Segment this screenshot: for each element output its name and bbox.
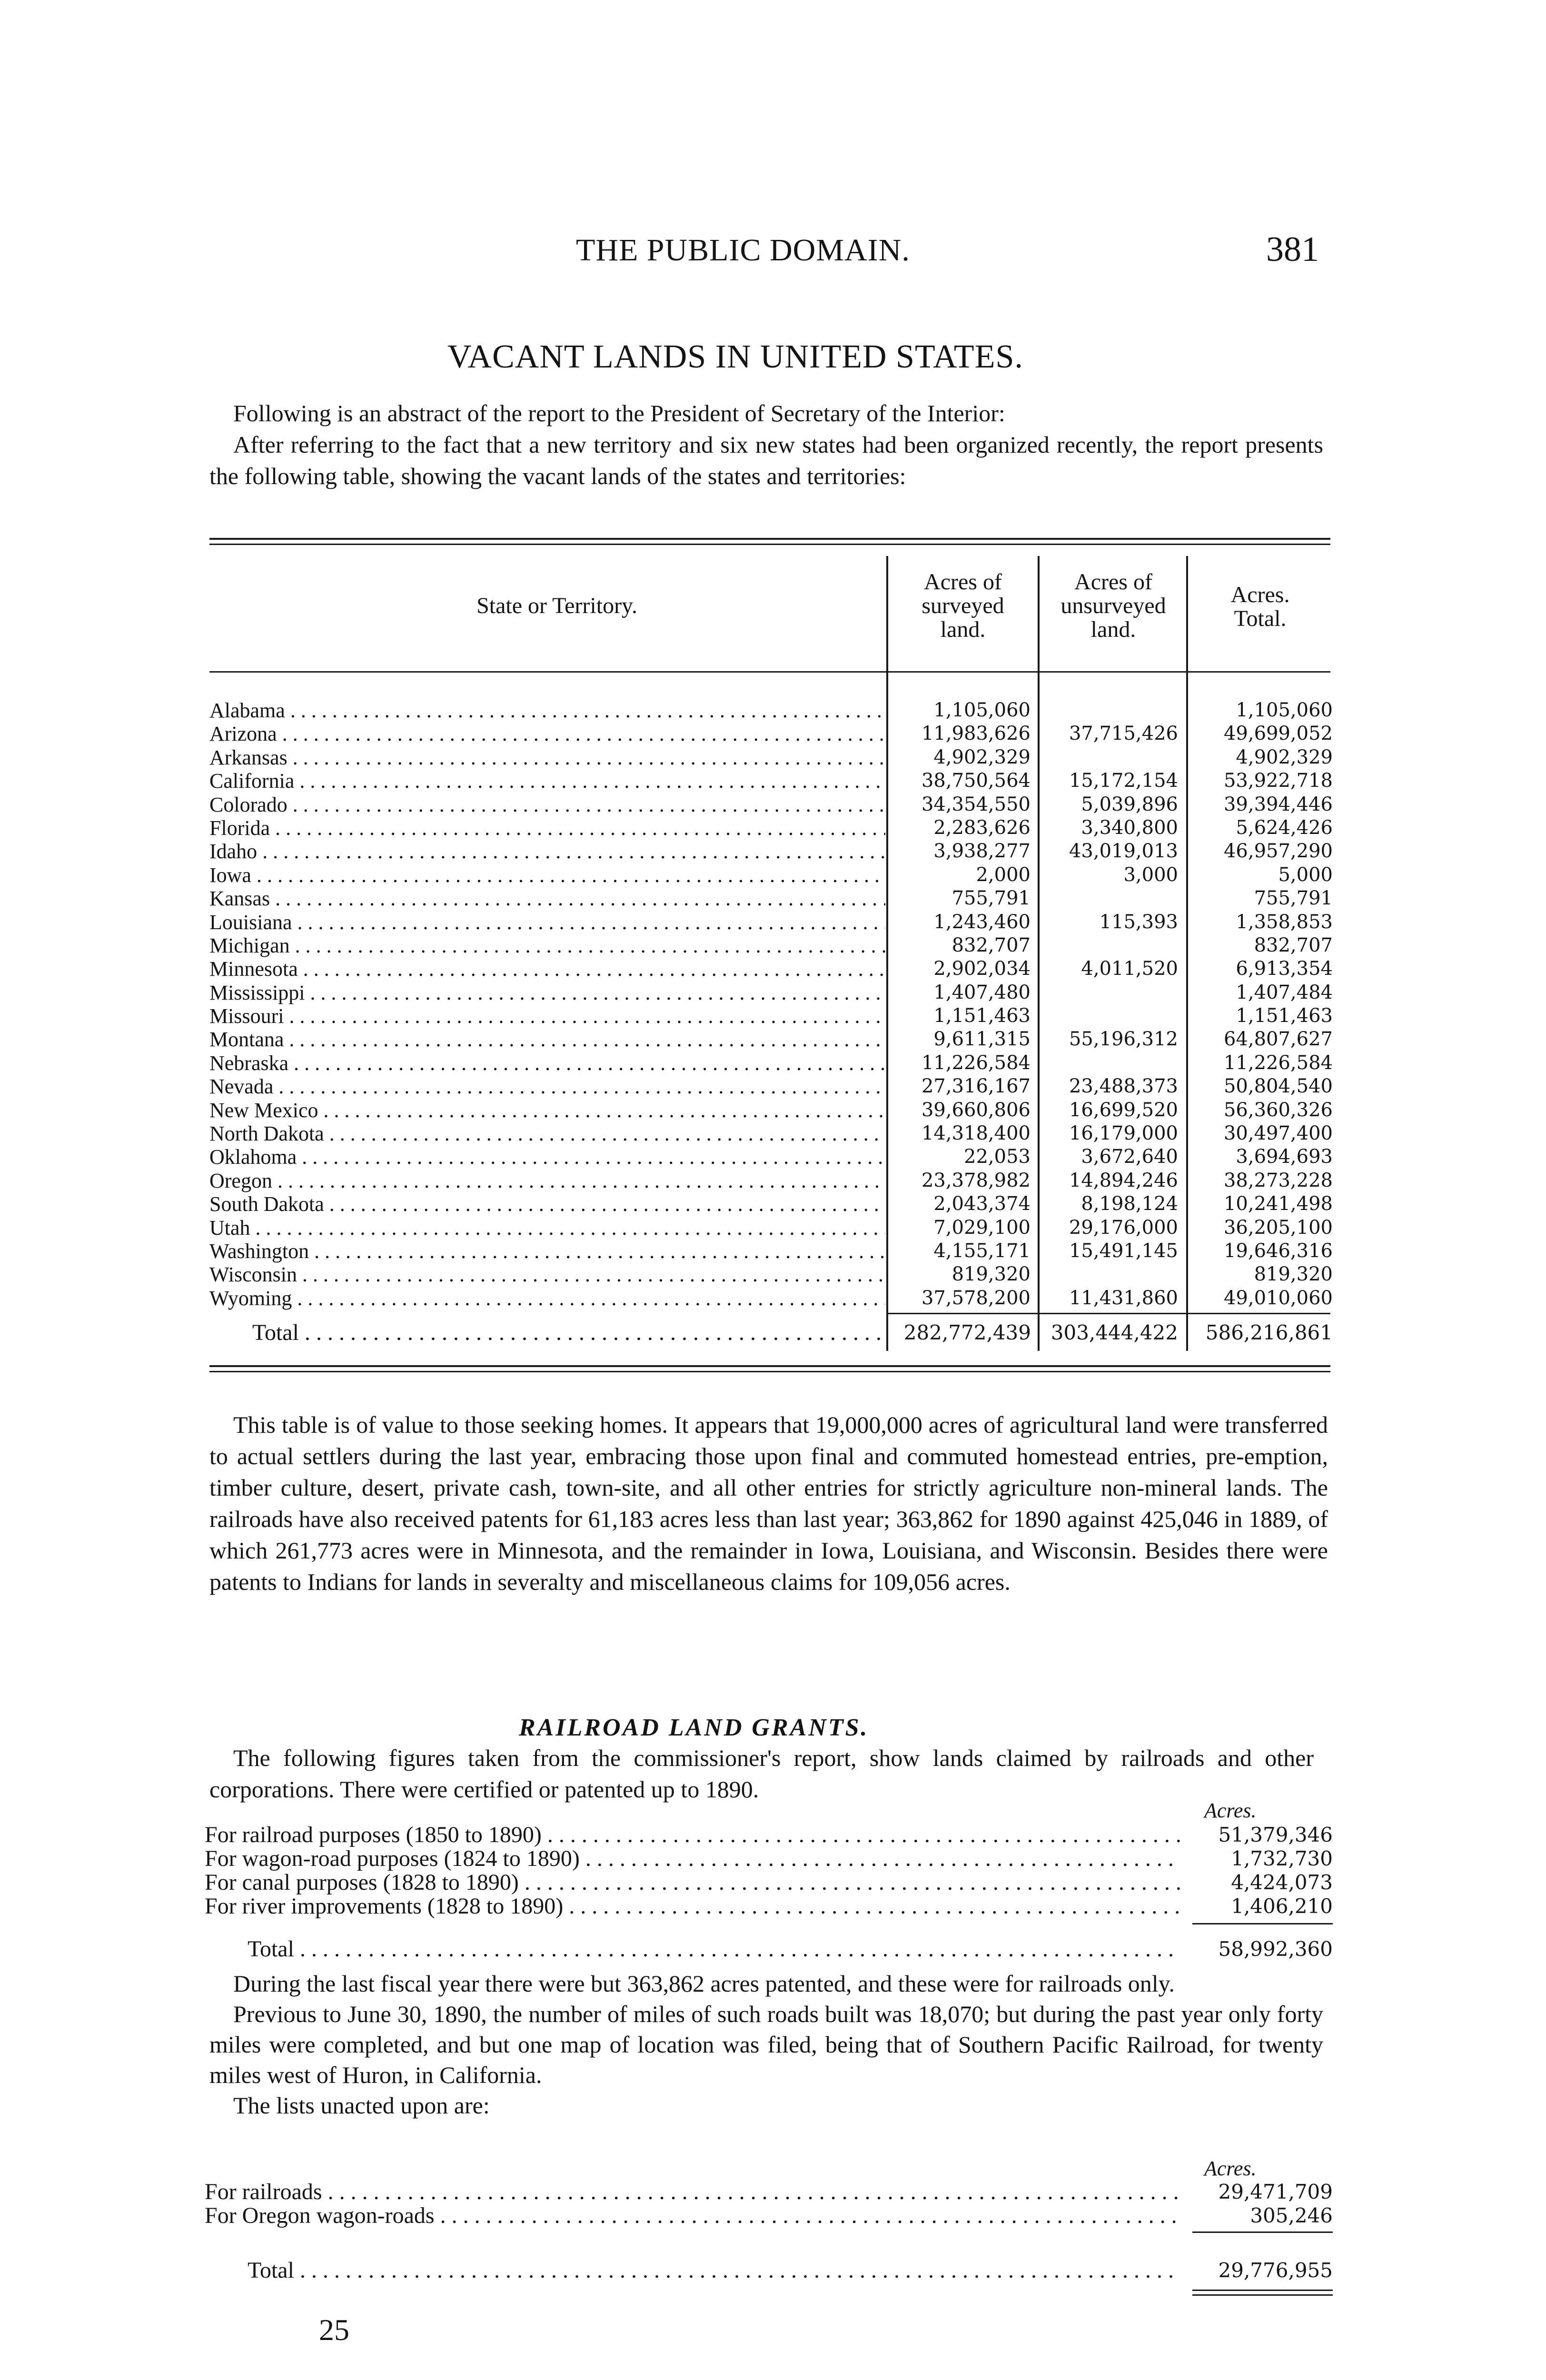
state-name: Arkansas . . . (209, 746, 885, 769)
state-name: New Mexico . . . (209, 1099, 885, 1122)
list-item (205, 2259, 1333, 2282)
table-row (209, 1028, 1333, 1051)
unsurveyed-value: 115,393 (1099, 911, 1178, 933)
total-value: 1,105,060 (1236, 699, 1333, 721)
surveyed-value: 11,983,626 (921, 723, 1031, 745)
state-name: Washington . . . (209, 1240, 885, 1263)
grants-total (205, 1937, 1333, 1961)
table-row (209, 793, 1333, 816)
total-value: 1,151,463 (1236, 1005, 1333, 1027)
surveyed-value: 4,155,171 (933, 1240, 1031, 1262)
total-value: 832,707 (1254, 934, 1333, 956)
list-item (205, 1894, 1333, 1918)
state-name: Michigan . . . (209, 934, 885, 957)
table-row (209, 769, 1333, 793)
surveyed-value: 1,151,463 (933, 1005, 1031, 1027)
unsurveyed-value: 16,699,520 (1069, 1099, 1178, 1121)
unsurveyed-value: 43,019,013 (1069, 840, 1178, 863)
final-double-rule (1192, 2290, 1333, 2291)
state-name: Montana . . . (209, 1028, 885, 1051)
table-top-rule (209, 538, 1330, 540)
table-row (209, 1169, 1333, 1192)
total-label: Total . . . (252, 1319, 885, 1347)
grant-label: For canal purposes (1828 to 1890) . . . (205, 1871, 1180, 1894)
total-value: 1,358,853 (1236, 911, 1333, 933)
header-surveyed-line: Acres of (924, 569, 1002, 595)
total-unsurveyed: 303,444,422 (1050, 1321, 1178, 1344)
unacted-value: 29,471,709 (1218, 2180, 1333, 2203)
surveyed-value: 34,354,550 (921, 793, 1031, 815)
table-row (209, 1192, 1333, 1216)
analysis-paragraph (209, 1409, 1328, 1597)
railroad-paragraphs (209, 1968, 1323, 2121)
total-value: 30,497,400 (1223, 1122, 1333, 1145)
unacted-total (205, 2259, 1333, 2282)
total-value: 39,394,446 (1223, 793, 1333, 815)
surveyed-value: 37,578,200 (921, 1287, 1031, 1309)
grants-total-label: Total . . . (248, 1937, 1180, 1961)
state-name: Oklahoma . . . (209, 1145, 885, 1169)
table-row (209, 816, 1333, 840)
state-name: Nevada . . . (209, 1075, 885, 1098)
header-bottom-rule (209, 671, 1330, 673)
state-name: Missouri . . . (209, 1004, 885, 1028)
header-total (1190, 583, 1330, 631)
state-name: North Dakota . . . (209, 1122, 885, 1145)
surveyed-value: 38,750,564 (921, 770, 1031, 792)
state-name: Florida . . . (209, 816, 885, 840)
list-item (205, 1937, 1333, 1961)
total-value: 19,646,316 (1223, 1240, 1333, 1262)
railroad-para-2: Previous to June 30, 1890, the number of miles of such roads built was 18,070; but during the past year only forty miles were completed, and but one map of location was filed, being that of Southern Pacific Railroad, for twenty miles west of Huron, in California. (209, 2001, 1323, 2088)
total-surveyed: 282,772,439 (903, 1321, 1031, 1344)
table-row (209, 699, 1333, 722)
running-title: THE PUBLIC DOMAIN. (576, 233, 910, 268)
state-name: Colorado . . . (209, 793, 885, 816)
list-item (205, 1847, 1333, 1871)
total-value: 49,699,052 (1223, 723, 1333, 745)
table-row (209, 722, 1333, 746)
grant-value: 1,732,730 (1231, 1847, 1333, 1870)
grants-total-rule (1192, 1923, 1333, 1924)
table-row (209, 910, 1333, 934)
state-name: Kansas . . . (209, 887, 885, 910)
total-value: 56,360,326 (1223, 1099, 1333, 1121)
surveyed-value: 819,320 (951, 1263, 1031, 1286)
signature-mark: 25 (319, 2313, 349, 2347)
state-name: Utah . . . (209, 1216, 885, 1240)
surveyed-value: 755,791 (951, 887, 1031, 910)
state-name: Minnesota . . . (209, 957, 885, 981)
unsurveyed-value: 16,179,000 (1069, 1122, 1178, 1145)
surveyed-value: 7,029,100 (933, 1216, 1031, 1239)
railroad-intro-text: The following figures taken from the commissioner's report, show lands claimed by railroads and other corporations. There were certified or patented up to 1890. (209, 1745, 1314, 1803)
surveyed-value: 39,660,806 (921, 1099, 1031, 1121)
list-item (205, 2180, 1333, 2204)
table-row (209, 957, 1333, 981)
acres-column-label-2: Acres. (1204, 2157, 1257, 2180)
unsurveyed-value: 4,011,520 (1081, 958, 1178, 980)
total-value: 11,226,584 (1223, 1051, 1333, 1074)
header-state: State or Territory. (476, 593, 637, 618)
surveyed-value: 2,902,034 (933, 958, 1031, 980)
grant-value: 1,406,210 (1231, 1894, 1333, 1918)
total-value: 5,000 (1278, 863, 1333, 886)
list-item (205, 1823, 1333, 1847)
table-row (209, 1075, 1333, 1099)
list-item (205, 1871, 1333, 1894)
surveyed-value: 14,318,400 (921, 1122, 1031, 1145)
table-row (209, 1004, 1333, 1028)
article-title: VACANT LANDS IN UNITED STATES. (447, 338, 1023, 375)
surveyed-value: 1,105,060 (933, 699, 1031, 721)
railroad-intro (209, 1742, 1314, 1805)
header-total-line: Acres. (1230, 582, 1290, 607)
surveyed-value: 2,000 (976, 863, 1031, 886)
table-row (209, 887, 1333, 911)
grant-label: For railroad purposes (1850 to 1890) . . . (205, 1823, 1180, 1847)
surveyed-value: 9,611,315 (933, 1028, 1031, 1051)
intro-paragraph (209, 397, 1323, 492)
unacted-label: For railroads . . . (205, 2180, 1180, 2204)
state-name: Alabama . . . (209, 699, 885, 722)
grants-list (205, 1823, 1333, 1918)
total-value: 819,320 (1254, 1263, 1333, 1286)
header-unsurveyed-line: land. (1090, 617, 1136, 642)
total-value: 1,407,484 (1236, 981, 1333, 1003)
table-row (209, 933, 1333, 957)
unsurveyed-value: 11,431,860 (1069, 1287, 1178, 1309)
grant-value: 51,379,346 (1218, 1823, 1333, 1846)
state-name: Wisconsin . . . (209, 1263, 885, 1286)
state-name: Wyoming . . . (209, 1287, 885, 1310)
surveyed-value: 11,226,584 (921, 1051, 1031, 1074)
state-name: California . . . (209, 769, 885, 793)
table-row (209, 1286, 1333, 1310)
unsurveyed-value: 55,196,312 (1069, 1028, 1178, 1051)
table-row (209, 981, 1333, 1004)
total-value: 53,922,718 (1223, 770, 1333, 792)
table-body (209, 699, 1333, 1310)
total-value: 38,273,228 (1223, 1169, 1333, 1191)
state-name: Idaho . . . (209, 840, 885, 863)
surveyed-value: 23,378,982 (921, 1169, 1031, 1191)
table-row (209, 1239, 1333, 1263)
header-total-line: Total. (1234, 606, 1287, 631)
analysis-text: This table is of value to those seeking homes. It appears that 19,000,000 acres of agricultural land were transferred to actual settlers during the last year, embracing those upon final and commuted homestead entries, pre-emption, timber culture, desert, private cash, town-site, and all other entries for strictly agriculture non-mineral lands. The railroads have also received patents for 61,183 acres less than last year; 363,862 for 1890 against 425,046 in 1889, of which 261,773 acres were in Minnesota, and the remainder in Iowa, Louisiana, and Wisconsin. Besides there were patents to Indians for lands in severalty and miscellaneous claims for 109,056 acres. (209, 1411, 1328, 1595)
railroad-lists-intro: The lists unacted upon are: (233, 2092, 490, 2119)
table-bottom-rule (209, 1365, 1330, 1367)
table-row (209, 1216, 1333, 1240)
unacted-total-rule (1192, 2231, 1333, 2233)
unacted-value: 305,246 (1250, 2204, 1333, 2227)
unsurveyed-value: 3,340,800 (1081, 816, 1178, 839)
surveyed-value: 4,902,329 (933, 746, 1031, 768)
state-name: Oregon . . . (209, 1169, 885, 1192)
unsurveyed-value: 8,198,124 (1081, 1193, 1178, 1215)
header-unsurveyed-line: unsurveyed (1060, 593, 1166, 618)
total-rule (888, 1313, 1330, 1314)
intro-line-2: After referring to the fact that a new territory and six new states had been organized recently, the report presents the following table, showing the vacant lands of the states and territories: (209, 431, 1323, 489)
grant-value: 4,424,073 (1231, 1871, 1333, 1894)
state-name: Iowa . . . (209, 863, 885, 887)
header-unsurveyed-line: Acres of (1074, 569, 1152, 595)
railroad-para-1: During the last fiscal year there were but 363,862 acres patented, and these were for railroads only. (233, 1970, 1175, 1997)
header-unsurveyed (1041, 570, 1186, 642)
total-value: 36,205,100 (1223, 1216, 1333, 1239)
grant-label: For wagon-road purposes (1824 to 1890) . . . (205, 1847, 1180, 1871)
state-name: Nebraska . . . (209, 1051, 885, 1075)
unsurveyed-value: 3,672,640 (1081, 1146, 1178, 1168)
table-row (209, 1145, 1333, 1169)
state-name: South Dakota . . . (209, 1192, 885, 1216)
total-value: 10,241,498 (1223, 1193, 1333, 1215)
table-total-row (209, 1319, 1333, 1347)
table-row (209, 1051, 1333, 1075)
surveyed-value: 2,043,374 (933, 1193, 1031, 1215)
total-value: 46,957,290 (1223, 840, 1333, 863)
header-surveyed-line: land. (940, 617, 986, 642)
table-row (209, 840, 1333, 863)
total-value: 3,694,693 (1236, 1146, 1333, 1168)
list-item (205, 2204, 1333, 2228)
acres-column-label: Acres. (1204, 1799, 1257, 1822)
railroad-section-title: RAILROAD LAND GRANTS. (519, 1714, 869, 1741)
page-number: 381 (1266, 230, 1319, 269)
total-value: 6,913,354 (1236, 958, 1333, 980)
state-name: Mississippi . . . (209, 981, 885, 1004)
table-top-rule-thin (209, 544, 1330, 545)
state-name: Louisiana . . . (209, 911, 885, 934)
header-surveyed (889, 570, 1037, 642)
intro-line-1: Following is an abstract of the report to the President of Secretary of the Interior: (233, 400, 1005, 426)
unacted-list (205, 2180, 1333, 2228)
unsurveyed-value: 15,172,154 (1069, 770, 1178, 792)
grants-total-value: 58,992,360 (1218, 1937, 1333, 1961)
table-row (209, 745, 1333, 769)
total-value: 4,902,329 (1236, 746, 1333, 768)
table-row (209, 863, 1333, 887)
table-bottom-rule-thin (209, 1371, 1330, 1372)
unsurveyed-value: 14,894,246 (1069, 1169, 1178, 1191)
header-surveyed-line: surveyed (922, 593, 1004, 618)
total-value: 50,804,540 (1223, 1075, 1333, 1098)
unacted-total-label: Total . . . (248, 2259, 1180, 2282)
surveyed-value: 832,707 (951, 934, 1031, 956)
final-double-rule-2 (1192, 2294, 1333, 2296)
state-name: Arizona . . . (209, 722, 885, 745)
unsurveyed-value: 29,176,000 (1069, 1216, 1178, 1239)
table-row (209, 1098, 1333, 1122)
unsurveyed-value: 37,715,426 (1069, 723, 1178, 745)
total-value: 64,807,627 (1223, 1028, 1333, 1051)
table-row (209, 1263, 1333, 1287)
table-row (209, 1122, 1333, 1146)
unsurveyed-value: 3,000 (1123, 863, 1178, 886)
total-value: 49,010,060 (1223, 1287, 1333, 1309)
surveyed-value: 27,316,167 (921, 1075, 1031, 1098)
surveyed-value: 2,283,626 (933, 816, 1031, 839)
unacted-label: For Oregon wagon-roads . . . (205, 2204, 1180, 2228)
unsurveyed-value: 23,488,373 (1069, 1075, 1178, 1098)
surveyed-value: 3,938,277 (933, 840, 1031, 863)
total-total: 586,216,861 (1205, 1321, 1333, 1344)
unsurveyed-value: 5,039,896 (1081, 793, 1178, 815)
grant-label: For river improvements (1828 to 1890) . . . (205, 1894, 1180, 1918)
unacted-total-value: 29,776,955 (1218, 2259, 1333, 2282)
surveyed-value: 1,407,480 (933, 981, 1031, 1003)
surveyed-value: 1,243,460 (933, 911, 1031, 933)
total-value: 5,624,426 (1236, 816, 1333, 839)
total-value: 755,791 (1254, 887, 1333, 910)
surveyed-value: 22,053 (964, 1146, 1031, 1168)
unsurveyed-value: 15,491,145 (1069, 1240, 1178, 1262)
